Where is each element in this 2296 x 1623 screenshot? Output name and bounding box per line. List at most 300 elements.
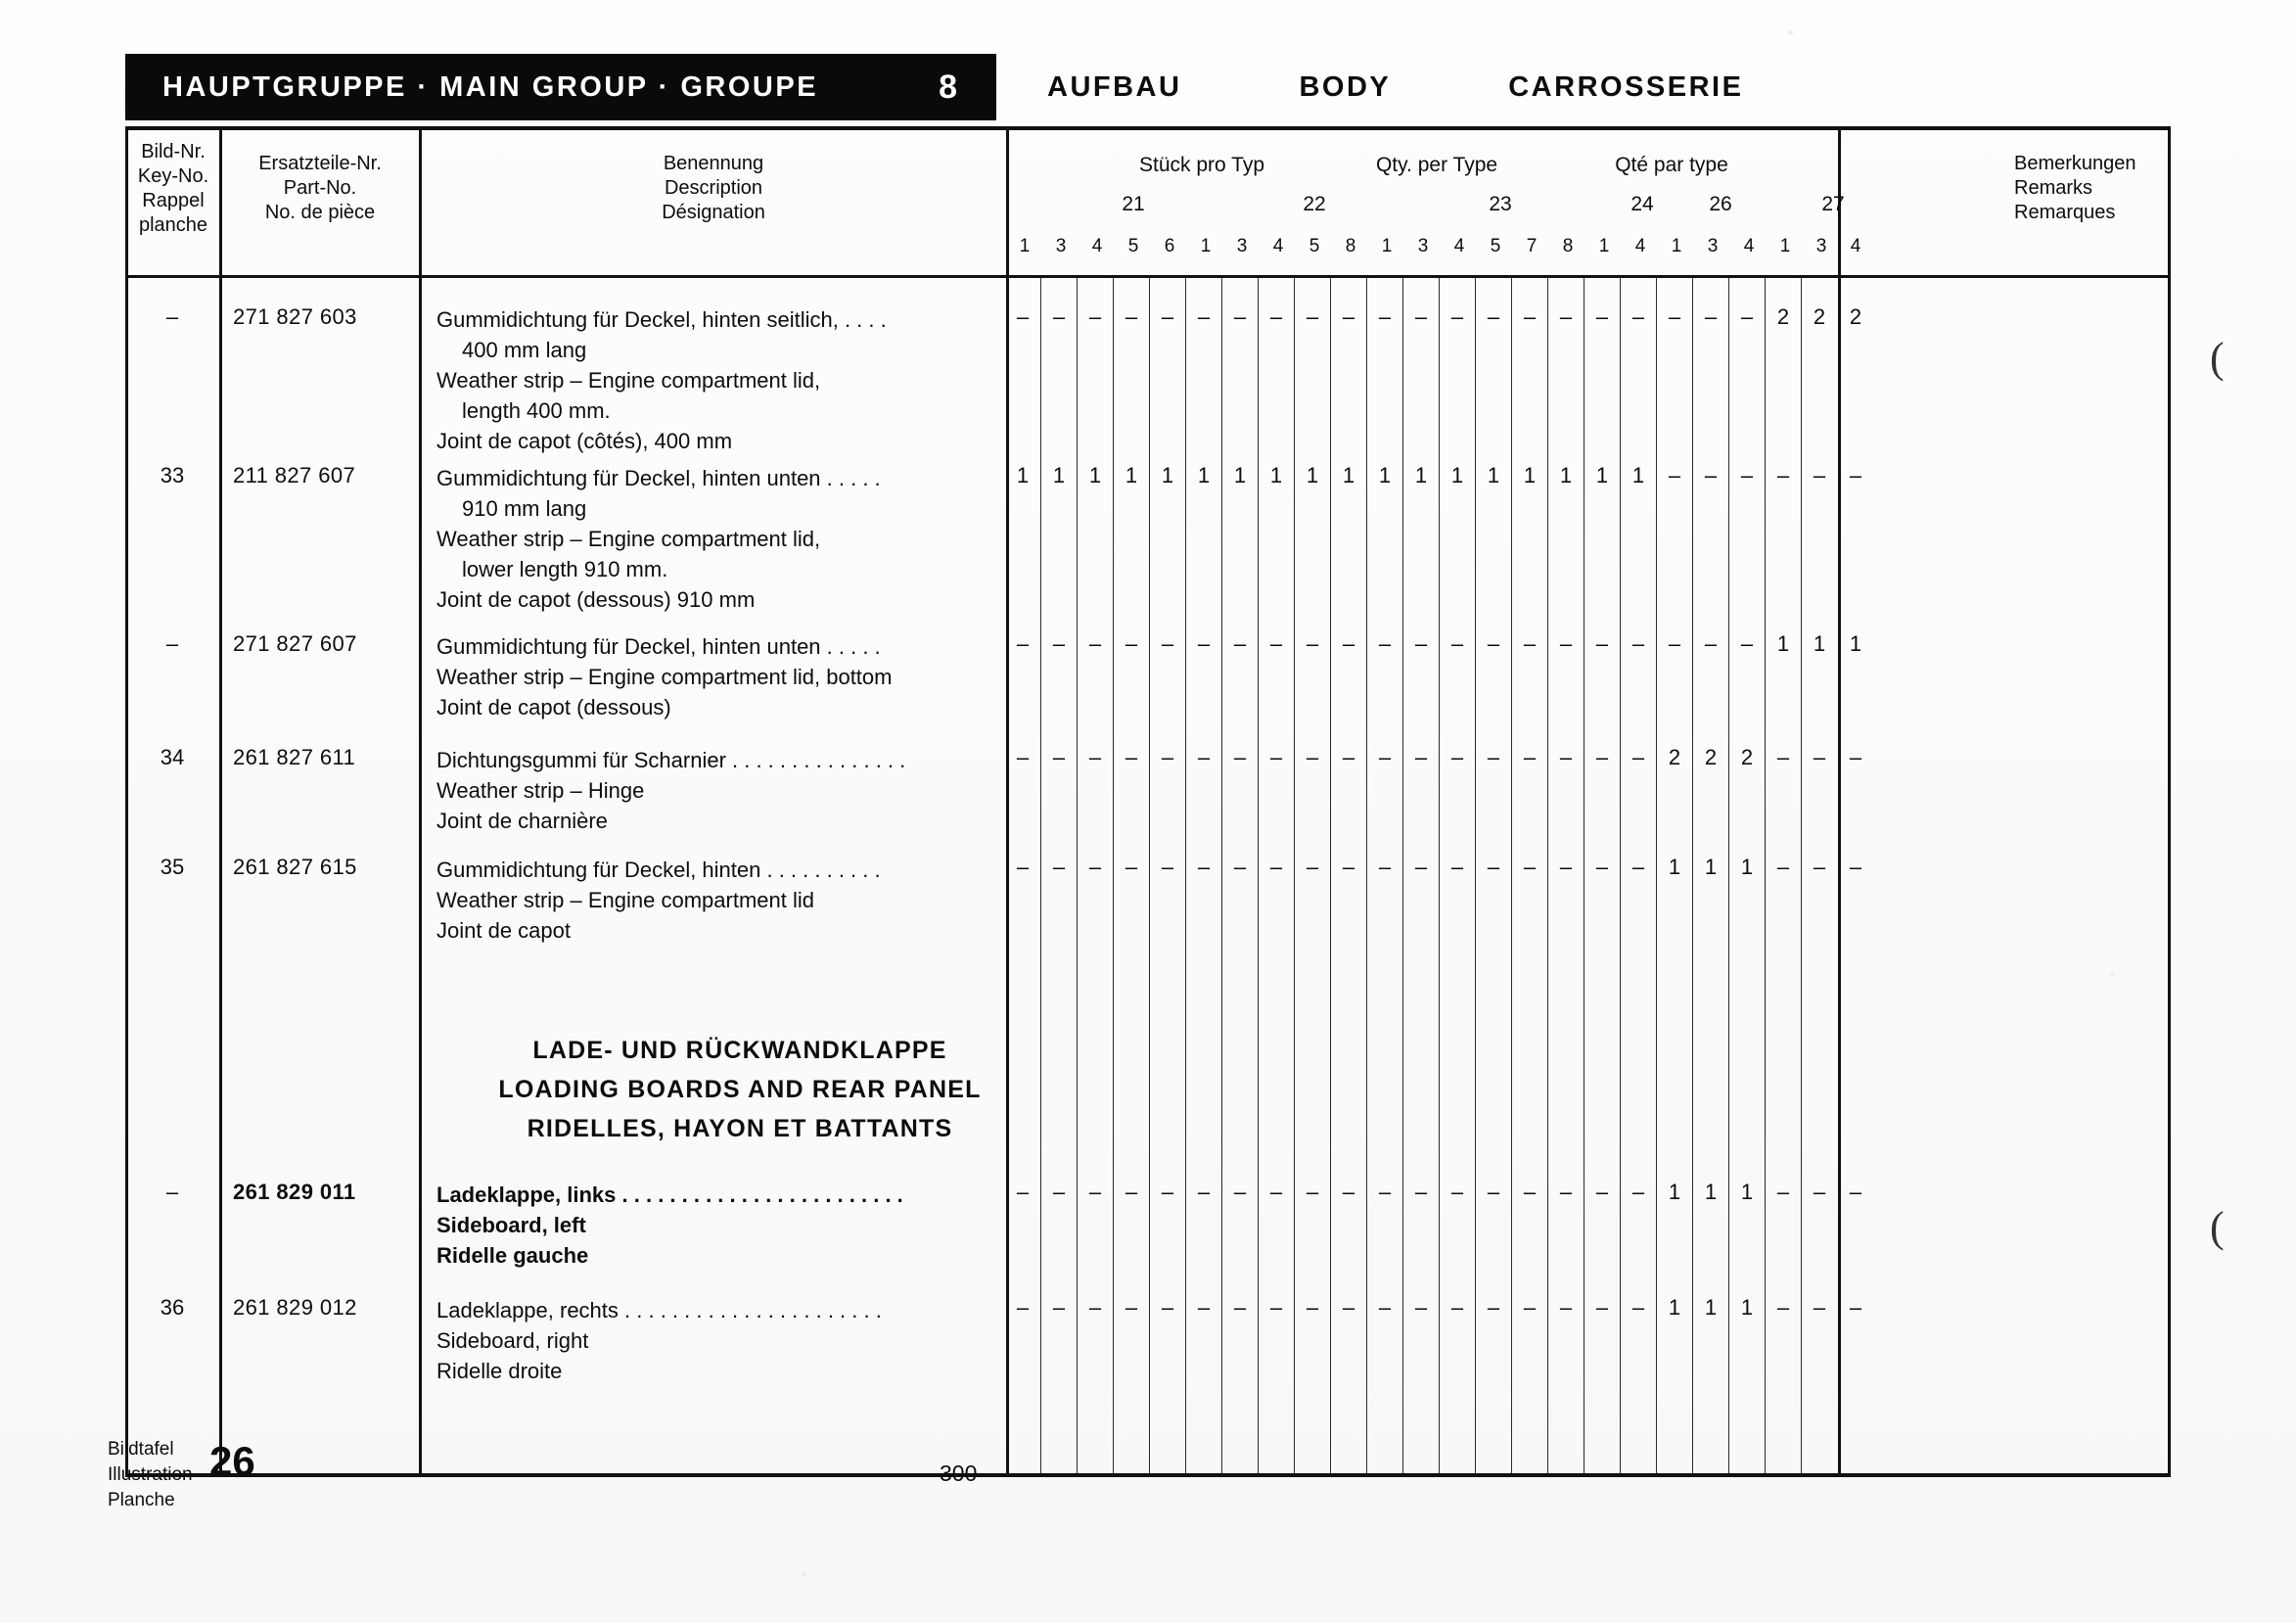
qty-rule-9 [1330,277,1331,1473]
qty-cell: 1 [1776,631,1790,656]
qty-cell: – [1595,1180,1609,1204]
plate-label-de: Bildtafel [108,1439,174,1460]
desc-de2: 910 mm lang [462,496,587,521]
col-divider-qty [1838,130,1841,1473]
qty-cell: – [1016,304,1030,329]
qty-cell: – [1487,855,1500,879]
qty-cell: – [1269,1180,1283,1204]
qty-cell: – [1776,1295,1790,1320]
qty-cell: 1 [1523,463,1537,487]
qty-cell: – [1233,1180,1247,1204]
qty-cell: – [1414,631,1428,656]
desc-fr: Joint de capot (dessous) 910 mm [436,587,756,612]
qty-cell: – [1704,463,1718,487]
qty-cell: – [1523,1295,1537,1320]
qty-cell: – [1233,304,1247,329]
qty-cell: – [1668,304,1681,329]
qty-cell: – [1052,855,1066,879]
header-band-divider [125,275,2171,278]
qty-rule-5 [1185,277,1186,1473]
qty-cell: – [1414,1180,1428,1204]
page-header [108,54,2192,120]
qty-cell: – [1414,1295,1428,1320]
qty-cell: – [1378,1295,1392,1320]
qty-cell: – [1813,1180,1826,1204]
subcol-head-2: 4 [1091,236,1103,256]
qty-cell: – [1559,304,1573,329]
qty-cell: 1 [1197,463,1211,487]
qty-cell: 1 [1595,463,1609,487]
qty-rule-22 [1801,277,1802,1473]
qty-cell: – [1269,745,1283,769]
qty-cell: – [1776,855,1790,879]
qty-cell: – [1125,745,1138,769]
subcol-head-4: 6 [1164,236,1175,256]
qty-caption-en: Qty. per Type [1375,154,1498,176]
desc-fr: Joint de capot (côtés), 400 mm [436,429,733,453]
subcol-head-12: 4 [1453,236,1465,256]
qty-cell: – [1052,631,1066,656]
row-keyno: 36 [160,1295,185,1320]
row-description [436,1180,985,1271]
row-keyno: 35 [160,855,185,879]
qty-cell: 1 [1306,463,1319,487]
qty-cell: 1 [1450,463,1464,487]
qty-cell: – [1668,463,1681,487]
qty-cell: – [1342,304,1355,329]
qty-cell: – [1016,855,1030,879]
qty-cell: – [1487,1295,1500,1320]
section-group-title [436,1031,1043,1148]
subcol-head-9: 8 [1345,236,1356,256]
qty-cell: – [1161,855,1174,879]
qty-cell: – [1740,631,1754,656]
qty-rule-6 [1221,277,1222,1473]
qty-cell: – [1306,1295,1319,1320]
section-group-title-en: LOADING BOARDS AND REAR PANEL [498,1076,982,1103]
desc-en: Weather strip – Engine compartment lid [436,888,814,912]
qty-rule-17 [1620,277,1621,1473]
qty-cell: – [1378,631,1392,656]
desc-fr: Ridelle gauche [436,1243,589,1268]
col-header-remarks: Bemerkungen Remarks Remarques [2014,153,2136,223]
qty-cell: – [1849,1295,1862,1320]
qty-cell: – [1233,745,1247,769]
desc-de2: 400 mm lang [462,338,587,362]
qty-cell: – [1668,631,1681,656]
subcol-head-8: 5 [1309,236,1320,256]
row-description [436,1295,985,1386]
subcol-head-3: 5 [1127,236,1139,256]
plate-label-en: Illustration [108,1464,193,1485]
qty-cell: – [1088,304,1102,329]
main-group-label: HAUPTGRUPPE · MAIN GROUP · GROUPE [162,70,819,103]
subcol-head-5: 1 [1200,236,1212,256]
qty-cell: – [1233,1295,1247,1320]
subcol-head-19: 3 [1707,236,1719,256]
scan-edge-mark-top: ( [2210,334,2225,382]
qty-cell: – [1197,745,1211,769]
qty-cell: – [1197,1295,1211,1320]
row-partno: 211 827 607 [233,463,356,487]
qty-cell: – [1849,1180,1862,1204]
qty-cell: – [1414,745,1428,769]
row-description [436,631,985,722]
desc-fr: Joint de capot (dessous) [436,695,671,719]
qty-rule-11 [1402,277,1403,1473]
section-group-title-de: LADE- UND RÜCKWANDKLAPPE [532,1037,947,1064]
qty-cell: – [1595,745,1609,769]
desc-de: Gummidichtung für Deckel, hinten . . . . . . . . . . [436,858,881,882]
desc-fr: Joint de capot [436,918,571,943]
catalog-sheet [108,54,2192,1542]
qty-cell: – [1631,1180,1645,1204]
qty-rule-20 [1728,277,1729,1473]
qty-cell: – [1740,304,1754,329]
qty-cell: – [1595,304,1609,329]
col-divider-description [1006,130,1009,1473]
row-partno: 261 829 011 [233,1180,356,1204]
qty-rule-2 [1077,277,1078,1473]
qty-cell: 1 [1414,463,1428,487]
desc-en: Weather strip – Hinge [436,778,645,803]
row-partno: 261 829 012 [233,1295,357,1320]
qty-cell: – [1125,1295,1138,1320]
qty-cell: – [1088,1295,1102,1320]
qty-cell: – [1269,304,1283,329]
qty-rule-21 [1765,277,1766,1473]
desc-en: Weather strip – Engine compartment lid, [436,527,821,551]
type-label-27: 27 [1821,193,1845,215]
qty-rule-19 [1692,277,1693,1473]
qty-cell: – [1631,855,1645,879]
qty-cell: – [1849,463,1862,487]
qty-cell: – [1052,745,1066,769]
table-border-right [2168,130,2171,1473]
qty-cell: – [1776,1180,1790,1204]
qty-cell: – [1631,745,1645,769]
table-border-left [125,130,128,1473]
qty-cell: – [1052,1180,1066,1204]
qty-cell: – [1088,1180,1102,1204]
qty-cell: 1 [1559,463,1573,487]
qty-cell: 2 [1668,745,1681,769]
col-header-description: Benennung Description Désignation [662,153,765,223]
qty-cell: – [1813,745,1826,769]
qty-cell: – [1161,304,1174,329]
qty-cell: 1 [1161,463,1174,487]
qty-rule-12 [1439,277,1440,1473]
desc-en: Sideboard, right [436,1328,589,1353]
qty-cell: 1 [1704,1295,1718,1320]
qty-cell: – [1378,745,1392,769]
subcol-head-21: 1 [1779,236,1791,256]
qty-cell: – [1052,304,1066,329]
qty-cell: – [1306,304,1319,329]
qty-rule-4 [1149,277,1150,1473]
qty-cell: – [1306,631,1319,656]
desc-fr: Joint de charnière [436,809,608,833]
qty-cell: – [1595,631,1609,656]
qty-cell: 1 [1704,1180,1718,1204]
row-keyno: 33 [160,463,185,487]
qty-cell: 1 [1233,463,1247,487]
qty-cell: – [1088,745,1102,769]
row-keyno: – [165,631,179,656]
qty-cell: – [1487,631,1500,656]
desc-en2: length 400 mm. [462,398,611,423]
page-number: 300 [940,1461,978,1486]
qty-cell: – [1161,1180,1174,1204]
qty-cell: – [1523,631,1537,656]
qty-cell: – [1016,1180,1030,1204]
qty-cell: – [1125,1180,1138,1204]
subcol-head-0: 1 [1019,236,1031,256]
col-divider-partno [419,130,422,1473]
qty-cell: – [1523,745,1537,769]
desc-de: Ladeklappe, links . . . . . . . . . . . . . . . . . . . . . . . . [436,1182,903,1207]
qty-cell: – [1342,631,1355,656]
section-title-en: BODY [1299,70,1392,103]
qty-cell: 1 [1487,463,1500,487]
qty-cell: – [1342,745,1355,769]
qty-cell: 1 [1269,463,1283,487]
desc-de: Gummidichtung für Deckel, hinten unten . . . . . [436,634,881,659]
desc-en2: lower length 910 mm. [462,557,668,581]
qty-cell: 1 [1740,855,1754,879]
qty-cell: – [1849,745,1862,769]
desc-de: Dichtungsgummi für Scharnier . . . . . . . . . . . . . . . [436,748,906,772]
qty-rule-10 [1366,277,1367,1473]
subcol-head-22: 3 [1815,236,1827,256]
subcol-head-15: 8 [1562,236,1574,256]
qty-cell: – [1776,463,1790,487]
qty-cell: – [1378,304,1392,329]
desc-de: Gummidichtung für Deckel, hinten seitlich, . . . . [436,307,887,332]
qty-cell: – [1125,304,1138,329]
row-partno: 261 827 615 [233,855,357,879]
subcol-head-10: 1 [1381,236,1393,256]
qty-cell: 1 [1849,631,1862,656]
row-keyno: – [165,304,179,329]
qty-cell: – [1125,855,1138,879]
type-label-23: 23 [1489,193,1512,215]
qty-cell: – [1016,745,1030,769]
qty-cell: – [1631,631,1645,656]
main-group-banner [125,54,996,120]
qty-caption-de: Stück pro Typ [1138,154,1264,176]
subcol-head-7: 4 [1272,236,1284,256]
subcol-head-6: 3 [1236,236,1248,256]
qty-cell: – [1378,1180,1392,1204]
qty-cell: – [1559,855,1573,879]
desc-fr: Ridelle droite [436,1359,563,1383]
qty-cell: 2 [1740,745,1754,769]
qty-cell: – [1704,631,1718,656]
subcol-head-1: 3 [1055,236,1067,256]
qty-cell: – [1813,1295,1826,1320]
qty-cell: – [1269,855,1283,879]
qty-cell: 1 [1740,1295,1754,1320]
qty-cell: 1 [1668,1180,1681,1204]
plate-reference [108,1437,255,1513]
qty-cell: – [1559,1295,1573,1320]
qty-cell: – [1487,745,1500,769]
qty-cell: – [1161,631,1174,656]
qty-cell: – [1450,855,1464,879]
qty-cell: 1 [1125,463,1138,487]
col-header-partno: Ersatzteile-Nr. Part-No. No. de pièce [258,153,382,223]
qty-cell: – [1487,304,1500,329]
qty-cell: – [1233,631,1247,656]
qty-rule-3 [1113,277,1114,1473]
qty-rule-14 [1511,277,1512,1473]
qty-rule-7 [1258,277,1259,1473]
row-description [436,745,985,836]
qty-cell: – [1088,631,1102,656]
qty-cell: – [1450,304,1464,329]
row-description [436,463,985,615]
qty-cell: – [1523,1180,1537,1204]
qty-cell: – [1450,1180,1464,1204]
qty-cell: 1 [1342,463,1355,487]
qty-cell: – [1523,304,1537,329]
qty-cell: 1 [1052,463,1066,487]
qty-cell: – [1125,631,1138,656]
qty-rule-18 [1656,277,1657,1473]
qty-cell: – [1595,855,1609,879]
col-header-keyno: Bild-Nr. Key-No. Rappel planche [137,141,209,236]
qty-caption-fr: Qté par type [1615,154,1728,176]
type-label-22: 22 [1303,193,1326,215]
qty-cell: – [1414,304,1428,329]
qty-cell: 1 [1740,1180,1754,1204]
qty-cell: – [1197,631,1211,656]
qty-cell: – [1052,1295,1066,1320]
qty-cell: – [1161,745,1174,769]
qty-cell: – [1088,855,1102,879]
section-title-fr: CARROSSERIE [1508,70,1744,103]
qty-cell: 1 [1668,855,1681,879]
qty-cell: 1 [1378,463,1392,487]
qty-cell: – [1523,855,1537,879]
desc-de: Ladeklappe, rechts . . . . . . . . . . . . . . . . . . . . . . [436,1298,882,1322]
qty-cell: – [1342,1180,1355,1204]
qty-cell: – [1016,1295,1030,1320]
qty-cell: – [1197,304,1211,329]
qty-cell: – [1016,631,1030,656]
qty-cell: – [1414,855,1428,879]
qty-cell: 2 [1849,304,1862,329]
qty-cell: – [1197,1180,1211,1204]
subcol-head-17: 4 [1634,236,1646,256]
main-group-number: 8 [939,68,957,106]
qty-cell: 1 [1704,855,1718,879]
qty-cell: 2 [1813,304,1826,329]
scan-edge-mark-bottom: ( [2210,1203,2225,1251]
row-description [436,304,985,456]
qty-cell: – [1233,855,1247,879]
qty-cell: – [1631,1295,1645,1320]
desc-de: Gummidichtung für Deckel, hinten unten . . . . . [436,466,881,490]
plate-number: 26 [209,1438,255,1484]
qty-cell: – [1306,1180,1319,1204]
plate-label-fr: Planche [108,1490,175,1510]
desc-en: Weather strip – Engine compartment lid, [436,368,821,393]
qty-cell: – [1378,855,1392,879]
qty-cell: – [1450,1295,1464,1320]
qty-cell: 2 [1704,745,1718,769]
qty-cell: 1 [1668,1295,1681,1320]
subcol-head-11: 3 [1417,236,1429,256]
qty-rule-8 [1294,277,1295,1473]
row-partno: 271 827 607 [233,631,357,656]
qty-cell: 1 [1631,463,1645,487]
qty-cell: 1 [1813,631,1826,656]
qty-cell: – [1197,855,1211,879]
qty-cell: – [1269,1295,1283,1320]
qty-rule-15 [1547,277,1548,1473]
row-description [436,855,985,946]
qty-cell: 2 [1776,304,1790,329]
qty-cell: – [1740,463,1754,487]
qty-cell: – [1559,745,1573,769]
qty-cell: – [1595,1295,1609,1320]
row-partno: 261 827 611 [233,745,356,769]
subcol-head-23: 4 [1850,236,1861,256]
qty-cell: – [1450,745,1464,769]
subcol-head-20: 4 [1743,236,1755,256]
type-label-21: 21 [1122,193,1145,215]
row-keyno: 34 [160,745,185,769]
subcol-head-16: 1 [1598,236,1610,256]
qty-cell: – [1487,1180,1500,1204]
qty-cell: – [1813,855,1826,879]
qty-cell: 1 [1088,463,1102,487]
qty-cell: – [1306,855,1319,879]
qty-cell: – [1450,631,1464,656]
subcol-head-13: 5 [1490,236,1501,256]
row-partno: 271 827 603 [233,304,357,329]
type-label-26: 26 [1709,193,1732,215]
qty-cell: – [1631,304,1645,329]
qty-cell: 1 [1016,463,1030,487]
qty-cell: – [1269,631,1283,656]
desc-en: Sideboard, left [436,1213,586,1237]
qty-cell: – [1559,1180,1573,1204]
qty-cell: – [1306,745,1319,769]
subcol-head-18: 1 [1671,236,1682,256]
qty-cell: – [1342,855,1355,879]
type-label-24: 24 [1630,193,1654,215]
qty-cell: – [1161,1295,1174,1320]
section-group-title-fr: RIDELLES, HAYON ET BATTANTS [527,1115,953,1142]
qty-cell: – [1849,855,1862,879]
row-keyno: – [165,1180,179,1204]
section-title-de: AUFBAU [1047,70,1182,103]
desc-en: Weather strip – Engine compartment lid, bottom [436,665,893,689]
subcol-head-14: 7 [1526,236,1538,256]
qty-cell: – [1813,463,1826,487]
qty-cell: – [1776,745,1790,769]
section-titles [1047,54,1743,120]
qty-cell: – [1342,1295,1355,1320]
col-divider-keyno [219,130,222,1473]
qty-cell: – [1704,304,1718,329]
qty-rule-13 [1475,277,1476,1473]
qty-cell: – [1559,631,1573,656]
qty-rule-1 [1040,277,1041,1473]
